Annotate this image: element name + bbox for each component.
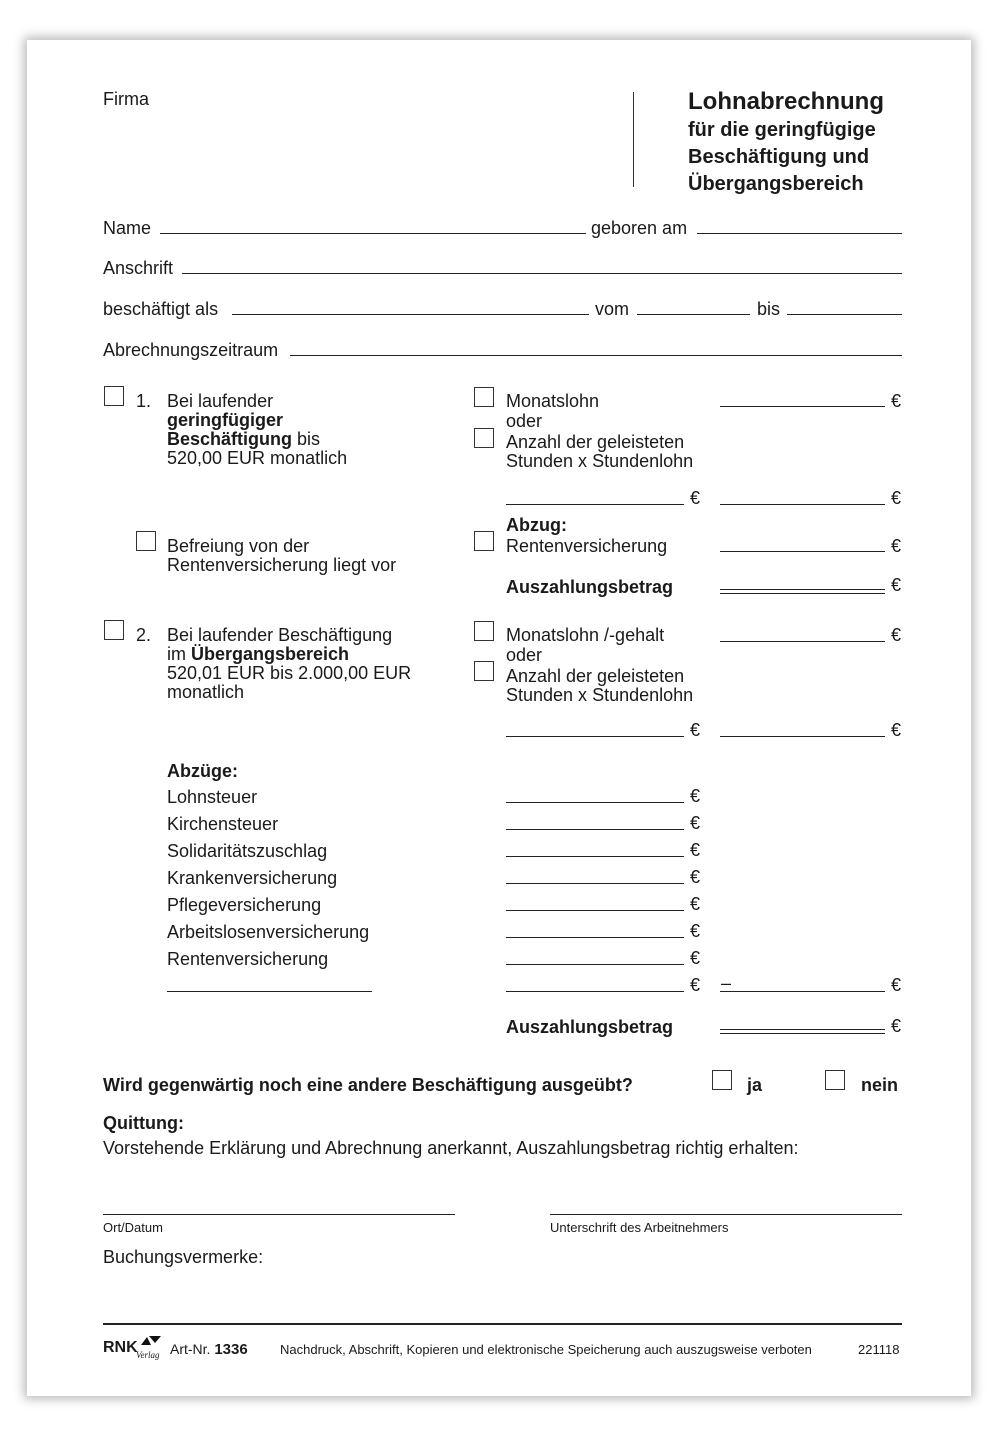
monatslohn2-label: Monatslohn /-gehalt (506, 625, 665, 645)
geboren-field[interactable] (697, 233, 902, 234)
anschrift-field[interactable] (182, 273, 902, 274)
section1-text-1: Bei laufender (167, 391, 274, 411)
nein-label: nein (861, 1075, 899, 1095)
auszahlung1-label: Auszahlungsbetrag (506, 577, 674, 597)
stunden2-calc[interactable] (506, 736, 684, 737)
name-label: Name (103, 218, 152, 238)
form-subtitle-1: für die geringfügige (688, 119, 876, 141)
form-sheet (27, 40, 971, 1396)
vom-label: vom (595, 299, 630, 319)
stunden2-amount[interactable] (720, 736, 885, 737)
euro-sign: € (690, 894, 701, 914)
euro-sign: € (891, 975, 902, 995)
monatslohn2-checkbox[interactable] (474, 621, 494, 641)
deduction-amount[interactable] (506, 910, 684, 911)
zeitraum-field[interactable] (290, 355, 902, 356)
minus-sign: – (721, 973, 732, 993)
deduction-label: Pflegeversicherung (167, 895, 322, 915)
oder1-label: oder (506, 411, 543, 431)
section2-text-4: monatlich (167, 682, 245, 702)
logo-arrows-icon (141, 1336, 161, 1345)
art-number: Art-Nr. 1336 (170, 1341, 248, 1358)
section1-text-4: 520,00 EUR monatlich (167, 448, 348, 468)
deduction-amount[interactable] (506, 991, 684, 992)
euro-sign: € (690, 948, 701, 968)
custom-deduction-field[interactable] (167, 991, 372, 992)
monatslohn1-label: Monatslohn (506, 391, 600, 411)
zeitraum-label: Abrechnungszeitraum (103, 340, 279, 360)
euro-sign: € (690, 840, 701, 860)
bis-field[interactable] (787, 314, 902, 315)
euro-sign: € (690, 786, 701, 806)
euro-sign: € (891, 391, 902, 411)
monatslohn2-amount[interactable] (720, 641, 885, 642)
euro-sign: € (690, 720, 701, 740)
monatslohn1-amount[interactable] (720, 406, 885, 407)
section1-number: 1. (136, 391, 152, 411)
deductions-total-amount[interactable] (720, 991, 885, 992)
signature-field[interactable] (550, 1214, 902, 1215)
euro-sign: € (891, 575, 902, 595)
ja-label: ja (747, 1075, 763, 1095)
bis-label: bis (757, 299, 781, 319)
renten1-amount[interactable] (720, 551, 885, 552)
deduction-amount[interactable] (506, 883, 684, 884)
renten1-label: Rentenversicherung (506, 536, 668, 556)
other-employment-question: Wird gegenwärtig noch eine andere Beschäftigung ausgeübt? (103, 1075, 633, 1095)
ort-datum-field[interactable] (103, 1214, 455, 1215)
abzuege-label: Abzüge: (167, 761, 238, 781)
vom-field[interactable] (637, 314, 750, 315)
beschaeftigt-label: beschäftigt als (103, 299, 219, 319)
euro-sign: € (891, 625, 902, 645)
befreiung-text-2: Rentenversicherung liegt vor (167, 555, 397, 575)
deduction-amount[interactable] (506, 964, 684, 965)
deduction-label: Arbeitslosenversicherung (167, 922, 370, 942)
deduction-label: Lohnsteuer (167, 787, 258, 807)
form-subtitle-2: Beschäftigung und (688, 146, 870, 168)
quittung-title: Quittung: (103, 1113, 184, 1133)
euro-sign: € (690, 921, 701, 941)
stunden2-checkbox[interactable] (474, 661, 494, 681)
anschrift-label: Anschrift (103, 258, 174, 278)
euro-sign: € (891, 536, 902, 556)
stunden2-label-2: Stunden x Stundenlohn (506, 685, 694, 705)
header-divider (633, 92, 634, 187)
deduction-label: Rentenversicherung (167, 949, 329, 969)
quittung-text: Vorstehende Erklärung und Abrechnung anerkannt, Auszahlungsbetrag richtig erhalten: (103, 1138, 799, 1158)
monatslohn1-checkbox[interactable] (474, 387, 494, 407)
copyright-notice: Nachdruck, Abschrift, Kopieren und elektronische Speicherung auch auszugsweise verboten (280, 1342, 812, 1357)
firma-label: Firma (103, 89, 149, 109)
geboren-label: geboren am (591, 218, 688, 238)
deduction-label: Krankenversicherung (167, 868, 338, 888)
stunden2-label-1: Anzahl der geleisteten (506, 666, 685, 686)
form-code: 221118 (858, 1342, 900, 1357)
section1-checkbox[interactable] (104, 386, 124, 406)
section2-checkbox[interactable] (104, 620, 124, 640)
section1-text-3: Beschäftigung bis (167, 429, 321, 449)
oder2-label: oder (506, 645, 543, 665)
ja-checkbox[interactable] (712, 1070, 732, 1090)
euro-sign: € (891, 488, 902, 508)
deduction-label: Kirchensteuer (167, 814, 279, 834)
buchung-label: Buchungsvermerke: (103, 1247, 264, 1267)
auszahlung2-amount[interactable] (720, 1029, 885, 1034)
euro-sign: € (690, 813, 701, 833)
euro-sign: € (891, 1016, 902, 1036)
deduction-amount[interactable] (506, 856, 684, 857)
befreiung-text-1: Befreiung von der (167, 536, 310, 556)
befreiung-checkbox[interactable] (136, 531, 156, 551)
signature-label: Unterschrift des Arbeitnehmers (550, 1220, 729, 1235)
euro-sign: € (690, 867, 701, 887)
deduction-label: Solidaritätszuschlag (167, 841, 328, 861)
euro-sign: € (690, 488, 701, 508)
deduction-amount[interactable] (506, 802, 684, 803)
deduction-amount[interactable] (506, 937, 684, 938)
euro-sign: € (891, 720, 902, 740)
footer-rule (103, 1323, 902, 1325)
abzug-label: Abzug: (506, 515, 567, 535)
name-field[interactable] (160, 233, 586, 234)
section2-text-2: im Übergangsbereich (167, 644, 350, 664)
auszahlung2-label: Auszahlungsbetrag (506, 1017, 674, 1037)
stunden1-label-1: Anzahl der geleisteten (506, 432, 685, 452)
deduction-amount[interactable] (506, 829, 684, 830)
section2-text-3: 520,01 EUR bis 2.000,00 EUR (167, 663, 412, 683)
stunden1-amount[interactable] (720, 504, 885, 505)
beschaeftigt-field[interactable] (232, 314, 589, 315)
section2-number: 2. (136, 625, 152, 645)
section2-text-1: Bei laufender Beschäftigung (167, 625, 393, 645)
form-title: Lohnabrechnung (688, 88, 884, 115)
nein-checkbox[interactable] (825, 1070, 845, 1090)
form-subtitle-3: Übergangsbereich (688, 173, 864, 195)
stunden1-label-2: Stunden x Stundenlohn (506, 451, 694, 471)
stunden1-checkbox[interactable] (474, 428, 494, 448)
renten1-checkbox[interactable] (474, 531, 494, 551)
rnk-logo: RNK Verlag (103, 1339, 165, 1363)
section1-text-2: geringfügiger (167, 410, 283, 430)
ort-datum-label: Ort/Datum (103, 1220, 163, 1235)
euro-sign: € (690, 975, 701, 995)
stunden1-calc[interactable] (506, 504, 684, 505)
auszahlung1-amount[interactable] (720, 589, 885, 594)
